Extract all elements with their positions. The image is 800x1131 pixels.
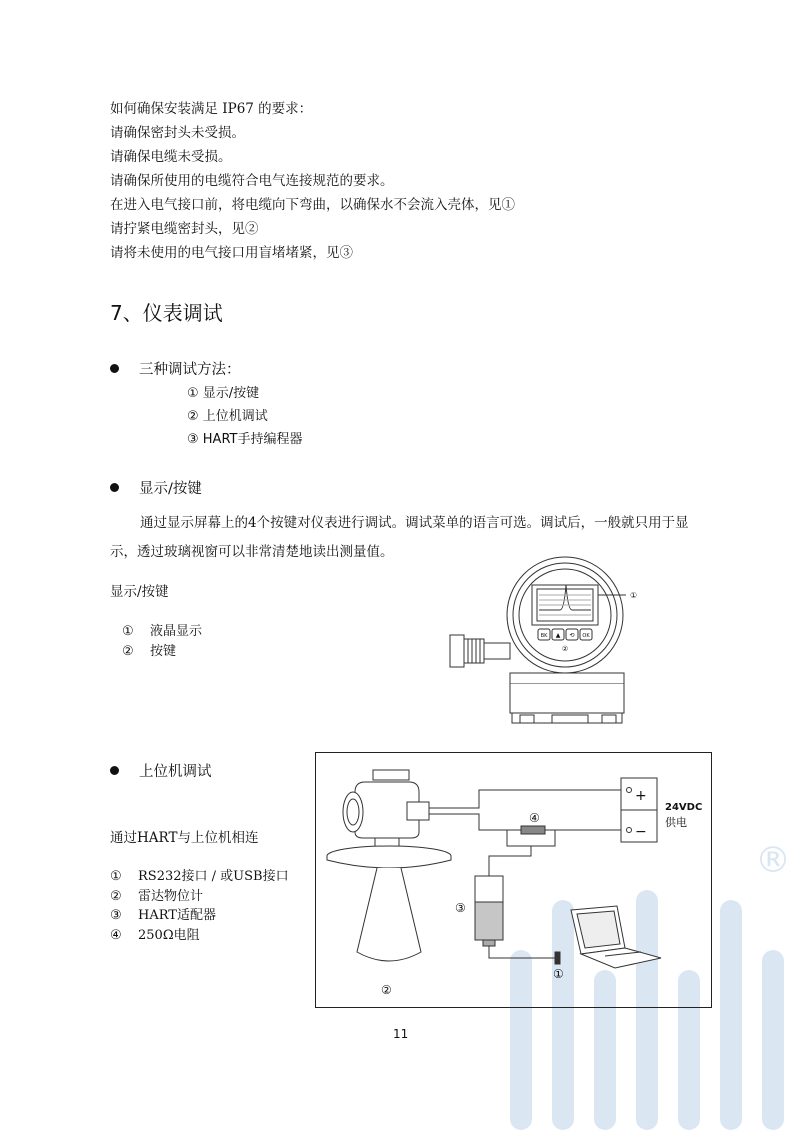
methods-title: 三种调试方法： [139, 362, 241, 378]
display-legend [110, 622, 202, 661]
bullet-dot [110, 483, 119, 492]
display-caption: 显示/按键 [110, 584, 169, 600]
legend-item: ① 液晶显示 [122, 624, 203, 639]
button-bk: BK [540, 633, 548, 639]
display-device-figure [440, 555, 640, 730]
watermark-registered: ® [755, 840, 791, 881]
method-item: ② 上位机调试 [187, 409, 268, 424]
callout-4: ④ [529, 811, 540, 825]
page-number: 11 [393, 1027, 409, 1041]
legend-item: ② 按键 [122, 643, 177, 659]
legend-item: ④ 250Ω电阻 [110, 927, 200, 943]
callout-3: ③ [455, 901, 466, 915]
ip67-item: 在进入电气接口前，将电缆向下弯曲，以确保水不会流入壳体，见① [110, 197, 515, 213]
power-voltage: 24VDC [665, 802, 703, 813]
bullet-dot [110, 364, 119, 373]
ip67-item: 请拧紧电缆密封头，见② [110, 221, 259, 237]
plus-sign: + [635, 788, 647, 804]
callout-2: ② [381, 983, 392, 997]
minus-sign: − [635, 824, 647, 840]
bullet-display [110, 477, 202, 498]
ip67-item: 请确保电缆未受损。 [110, 149, 232, 165]
ip67-item: 请将未使用的电气接口用盲堵堵紧，见③ [110, 245, 353, 261]
legend-item: ② 雷达物位计 [110, 888, 204, 904]
legend-item: ① RS232接口 / 或USB接口 [110, 869, 289, 884]
bullet-dot [110, 766, 119, 775]
ip67-item: 请确保所使用的电缆符合电气连接规范的要求。 [110, 173, 394, 189]
button-ok: OK [582, 633, 590, 639]
legend-item: ③ HART适配器 [110, 908, 216, 923]
callout-1: ① [553, 967, 564, 981]
bullet-pc [110, 760, 212, 781]
ip67-item: 请确保密封头未受损。 [110, 125, 245, 141]
button-return: ⟲ [569, 632, 575, 639]
pc-legend [110, 867, 289, 945]
pc-title: 上位机调试 [139, 764, 212, 780]
display-callout-1: ① [630, 591, 638, 600]
method-item: ① 显示/按键 [187, 386, 260, 401]
power-label: 供电 [665, 816, 687, 829]
ip67-title: 如何确保安装满足 IP67 的要求： [110, 101, 313, 117]
bullet-methods [110, 358, 241, 379]
display-callout-2: ② [561, 645, 569, 653]
method-item: ③ HART手持编程器 [187, 432, 303, 447]
display-title: 显示/按键 [139, 481, 202, 497]
display-paragraph: 通过显示屏幕上的4个按键对仪表进行调试。调试菜单的语言可选。调试后，一般就只用于显示，透过玻璃视窗可以非常清楚地读出测量值。 [110, 515, 689, 560]
section-heading: 7、仪表调试 [110, 301, 223, 325]
pc-wiring-figure [315, 752, 712, 1008]
button-up: ▲ [555, 632, 561, 639]
pc-intro: 通过HART与上位机相连 [110, 830, 259, 846]
